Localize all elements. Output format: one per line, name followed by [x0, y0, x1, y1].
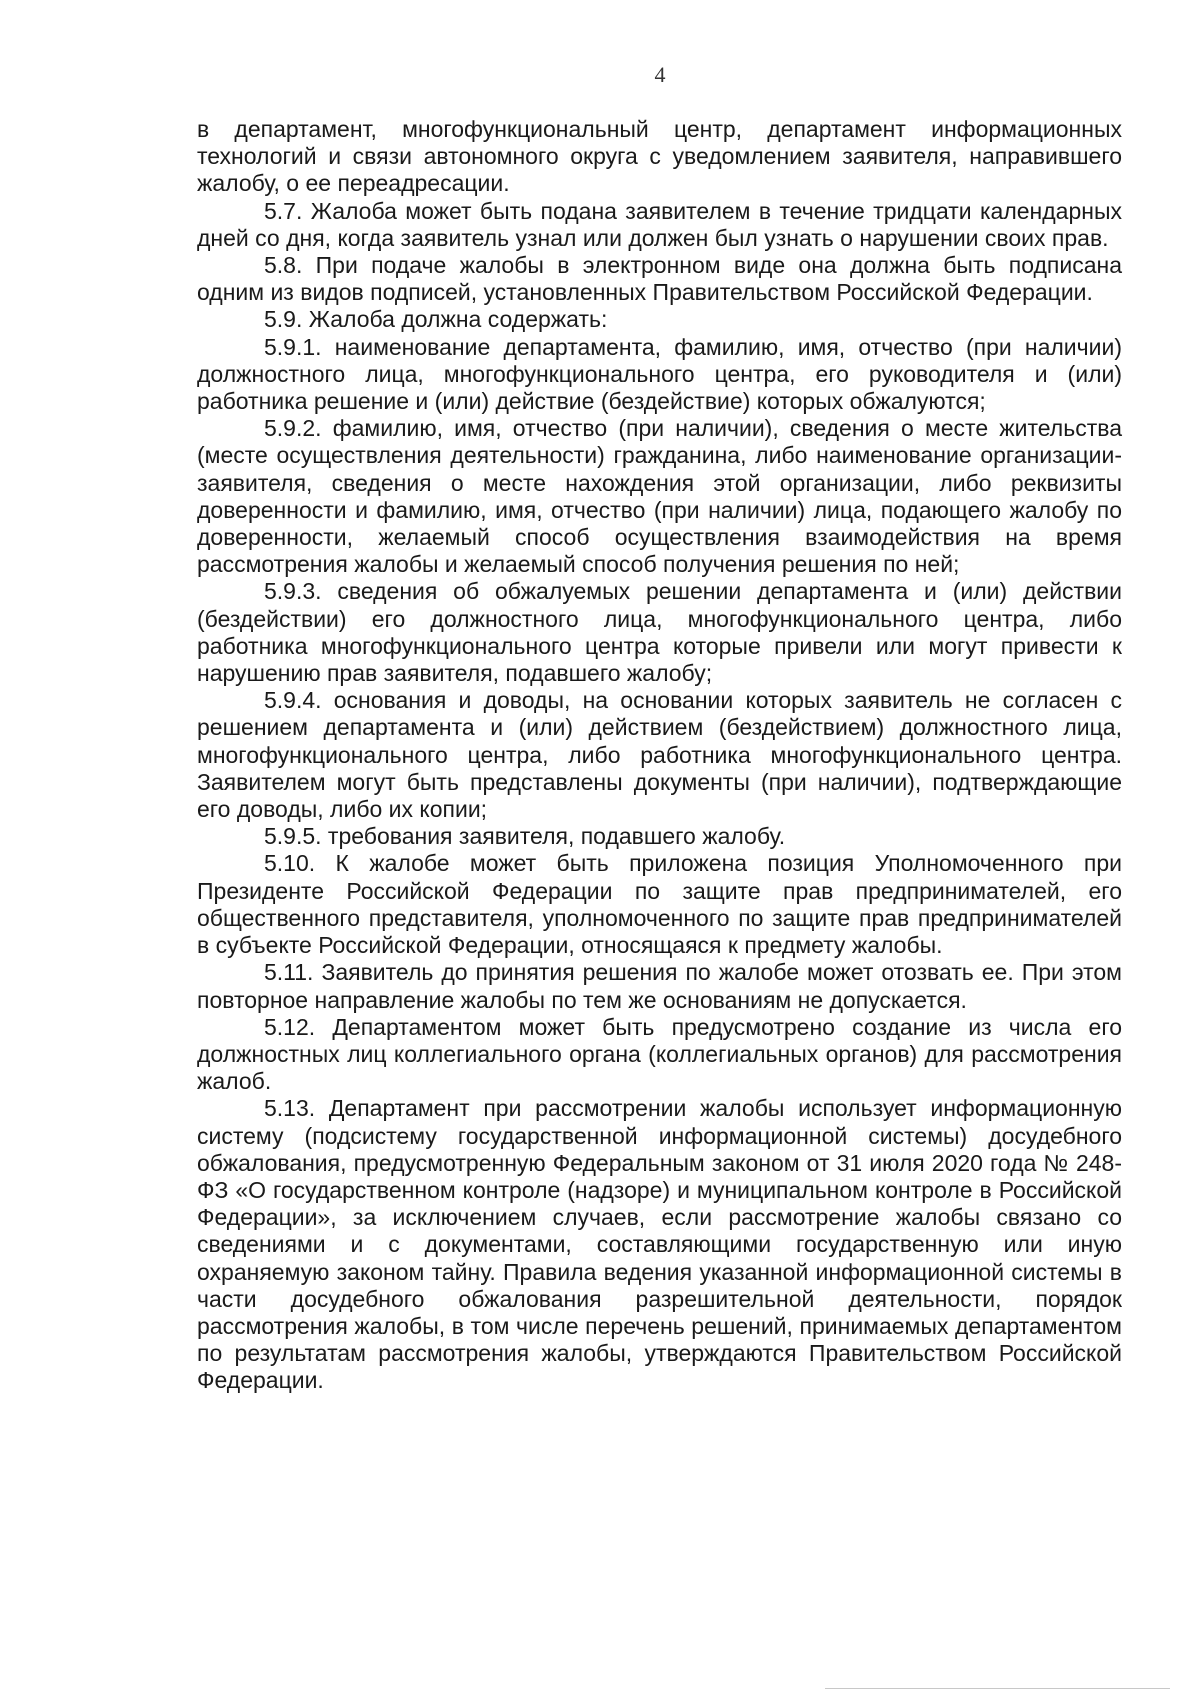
paragraph-5-9-4: 5.9.4. основания и доводы, на основании которых заявитель не согласен с решением департамента и (или) действием (бездействием) должностного лица, многофункционального центра, либо работника многофункционального центра. Заявителем могут быть представлены документы (при наличии), подтверждающие его доводы, либо их копии; — [197, 687, 1122, 823]
document-body — [197, 116, 1122, 1395]
paragraph-5-11: 5.11. Заявитель до принятия решения по жалобе может отозвать ее. При этом повторное направление жалобы по тем же основаниям не допускается. — [197, 959, 1122, 1013]
paragraph-5-9-3: 5.9.3. сведения об обжалуемых решении департамента и (или) действии (бездействии) его должностного лица, многофункционального центра, либо работника многофункционального центра которые привели или могут привести к нарушению прав заявителя, подавшего жалобу; — [197, 578, 1122, 687]
scan-edge-line — [825, 1688, 1170, 1689]
paragraph-5-7: 5.7. Жалоба может быть подана заявителем в течение тридцати календарных дней со дня, когда заявитель узнал или должен был узнать о нарушении своих прав. — [197, 197, 1122, 251]
paragraph-5-13: 5.13. Департамент при рассмотрении жалобы использует информационную систему (подсистему государственной информационной системы) досудебного обжалования, предусмотренную Федеральным законом от 31 июля 2020 года № 248-ФЗ «О государственном контроле (надзоре) и муниципальном контроле в Российской Федерации», за исключением случаев, если рассмотрение жалобы связано со сведениями и с документами, составляющими государственную или иную охраняемую законом тайну. Правила ведения указанной информационной системы в части досудебного обжалования разрешительной деятельности, порядок рассмотрения жалобы, в том числе перечень решений, принимаемых департаментом по результатам рассмотрения жалобы, утверждаются Правительством Российской Федерации. — [197, 1095, 1122, 1394]
paragraph-5-9-1: 5.9.1. наименование департамента, фамилию, имя, отчество (при наличии) должностного лица, многофункционального центра, его руководителя и (или) работника решение и (или) действие (бездействие) которых обжалуются; — [197, 333, 1122, 415]
page-number: 4 — [654, 62, 666, 87]
paragraph-5-9-5: 5.9.5. требования заявителя, подавшего жалобу. — [264, 823, 786, 850]
paragraph-5-9: 5.9. Жалоба должна содержать: — [264, 306, 608, 333]
paragraph-continuation: в департамент, многофункциональный центр, департамент информационных технологий и связи автономного округа с уведомлением заявителя, направившего жалобу, о ее переадресации. — [197, 116, 1122, 197]
paragraph-5-10: 5.10. К жалобе может быть приложена позиция Уполномоченного при Президенте Российской Федерации по защите прав предпринимателей, его общественного представителя, уполномоченного по защите прав предпринимателей в субъекте Российской Федерации, относящаяся к предмету жалобы. — [197, 850, 1122, 959]
paragraph-5-12: 5.12. Департаментом может быть предусмотрено создание из числа его должностных лиц коллегиального органа (коллегиальных органов) для рассмотрения жалоб. — [197, 1013, 1122, 1095]
paragraph-5-9-2: 5.9.2. фамилию, имя, отчество (при наличии), сведения о месте жительства (месте осуществления деятельности) гражданина, либо наименование организации-заявителя, сведения о месте нахождения этой организации, либо реквизиты доверенности и фамилию, имя, отчество (при наличии) лица, подающего жалобу по доверенности, желаемый способ осуществления взаимодействия на время рассмотрения жалобы и желаемый способ получения решения по ней; — [197, 415, 1122, 578]
paragraph-5-8: 5.8. При подаче жалобы в электронном виде она должна быть подписана одним из видов подписей, установленных Правительством Российской Федерации. — [197, 252, 1122, 306]
